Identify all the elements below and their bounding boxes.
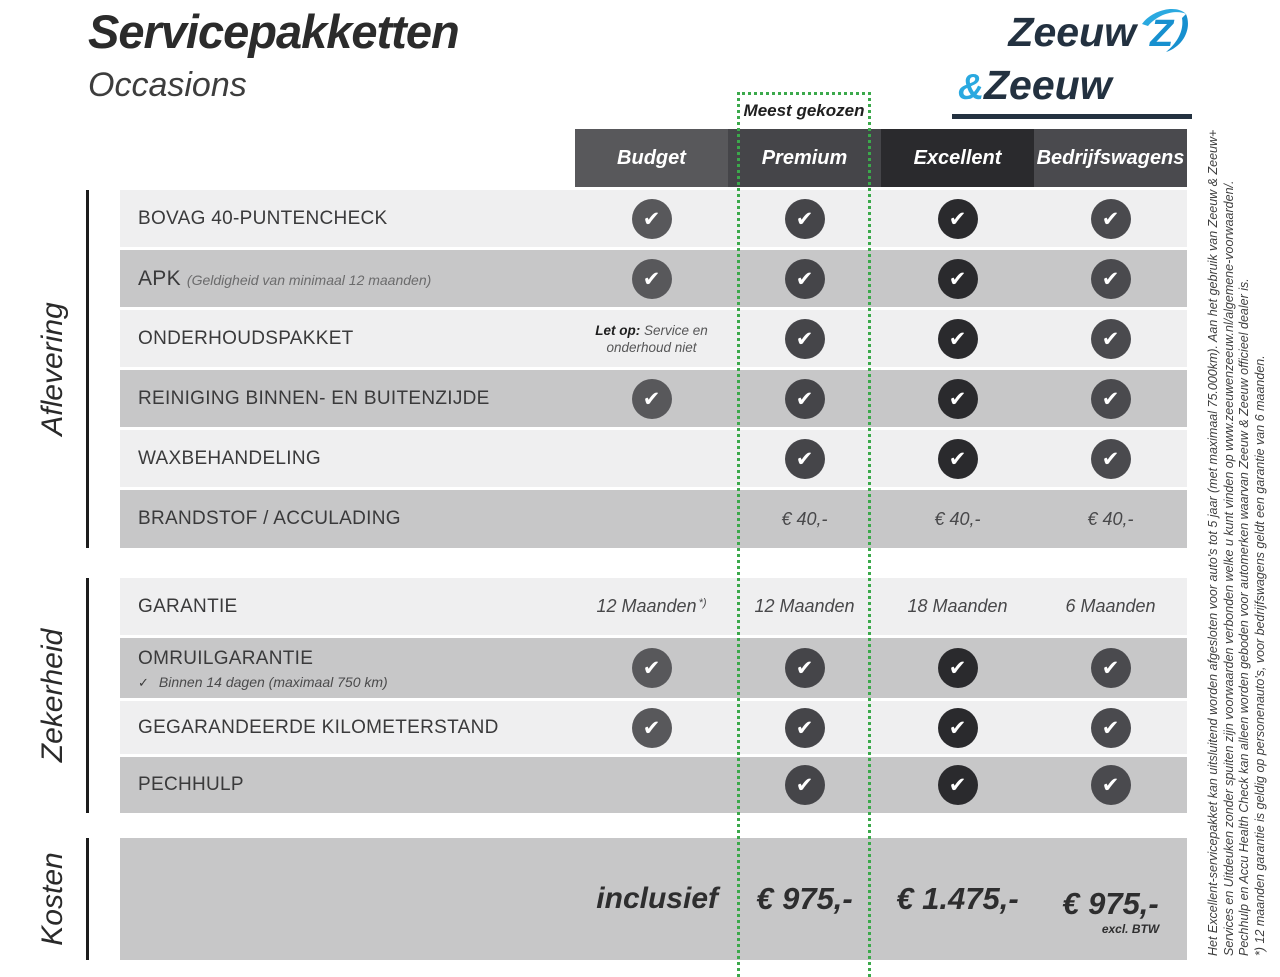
row-label: GARANTIE (138, 595, 238, 617)
table-cell: 12 Maanden (754, 596, 855, 616)
row-label: REINIGING BINNEN- EN BUITENZIJDE (138, 387, 490, 409)
table-row-waxbehandeling (120, 430, 1187, 487)
table-cell: € 40,- (1087, 508, 1134, 529)
table-cell (1034, 310, 1187, 367)
check-icon: ✔ (1091, 199, 1131, 239)
table-cell (881, 310, 1034, 367)
footnote-line: Het Excellent-servicepakket kan uitsluitend worden afgesloten voor auto's tot 5 jaar (met maximaal 75.000km). Aan het gebruik van Zeeuw & Zeeuw+ (1206, 129, 1220, 956)
table-cell (728, 190, 881, 247)
cost-bedrijfswagens: € 975,- (1062, 886, 1159, 921)
row-label: BRANDSTOF / ACCULADING (138, 508, 401, 529)
section-divider-zekerheid (86, 578, 89, 813)
row-label-detail: (Geldigheid van minimaal 12 maanden) (186, 271, 432, 288)
swoosh-z-icon (1138, 6, 1190, 63)
table-cell (728, 638, 881, 698)
table-cell (1034, 638, 1187, 698)
column-header-bedrijfswagens: Bedrijfswagens (1034, 129, 1187, 187)
section-label-kosten: Kosten (36, 852, 69, 946)
check-icon: ✔ (938, 439, 978, 479)
table-cell (728, 430, 881, 487)
row-sub-note: ✓ Binnen 14 dagen (maximaal 750 km) (138, 674, 388, 690)
table-cell: 6 Maanden (1065, 596, 1156, 616)
check-icon: ✔ (1091, 439, 1131, 479)
row-label: OMRUILGARANTIE (138, 648, 314, 669)
table-cell (1034, 190, 1187, 247)
check-icon: ✔ (785, 319, 825, 359)
page-title: Servicepakketten (88, 5, 459, 58)
column-header-excellent: Excellent (881, 129, 1034, 187)
section-label-aflevering: Aflevering (36, 302, 69, 436)
check-icon: ✔ (785, 259, 825, 299)
footnote-line: *) 12 maanden garantie is geldig op personenauto's, voor bedrijfswagens geldt een garantie van 6 maanden. (1252, 355, 1267, 956)
table-cell: € 40,- (781, 508, 828, 529)
check-icon: ✔ (785, 765, 825, 805)
check-icon: ✔ (632, 708, 672, 748)
column-header-premium: Premium (728, 129, 881, 187)
table-cell (1034, 430, 1187, 487)
check-icon: ✔ (1091, 259, 1131, 299)
table-cell (881, 638, 1034, 698)
table-row-pechhulp (120, 757, 1187, 813)
table-cell (728, 370, 881, 427)
check-icon: ✔ (1091, 648, 1131, 688)
footnotes (1206, 128, 1268, 956)
budget-note: Let op: Service en onderhoud niet (595, 322, 708, 355)
section-divider-aflevering (86, 190, 89, 548)
zeeuw-en-zeeuw-logo (952, 6, 1192, 119)
table-cell (881, 757, 1034, 813)
table-cell (575, 701, 728, 754)
cost-excellent: € 1.475,- (896, 881, 1019, 916)
check-icon: ✔ (632, 199, 672, 239)
row-label: APK (Geldigheid van minimaal 12 maanden) (138, 266, 432, 290)
table-cell (881, 370, 1034, 427)
check-icon: ✔ (1091, 319, 1131, 359)
check-icon: ✔ (785, 199, 825, 239)
cost-inclusief: inclusief (596, 882, 718, 915)
row-label: PECHHULP (138, 774, 244, 795)
table-row-garantie (120, 578, 1187, 635)
table-cell (728, 250, 881, 307)
section-divider-kosten (86, 838, 89, 960)
check-icon: ✔ (632, 648, 672, 688)
table-row-kilometerstand (120, 701, 1187, 754)
costs-row (120, 838, 1187, 960)
check-icon: ✔ (1091, 708, 1131, 748)
table-cell (575, 250, 728, 307)
check-icon: ✔ (938, 648, 978, 688)
table-cell (728, 701, 881, 754)
check-icon: ✔ (785, 439, 825, 479)
section-label-zekerheid: Zekerheid (36, 628, 69, 763)
row-label: GEGARANDEERDE KILOMETERSTAND (138, 716, 499, 738)
check-icon: ✔ (1091, 379, 1131, 419)
table-cell (1034, 370, 1187, 427)
table-cell: € 40,- (934, 508, 981, 529)
check-icon: ✔ (938, 708, 978, 748)
check-icon: ✔ (1091, 765, 1131, 805)
page-subtitle: Occasions (88, 66, 247, 104)
table-cell (1034, 250, 1187, 307)
footnote-line: Pechhulp en Accu Health Check kan alleen worden geboden voor automerken waarvan Zeeuw & Zeeuw officieel dealer is. (1237, 278, 1251, 956)
table-cell (881, 250, 1034, 307)
table-row-apk (120, 250, 1187, 307)
table-cell (1034, 757, 1187, 813)
table-cell (575, 370, 728, 427)
logo-word-bottom: &Zeeuw (958, 62, 1112, 108)
table-row-onderhoudspakket (120, 310, 1187, 367)
table-cell (1034, 701, 1187, 754)
table-cell (575, 190, 728, 247)
check-icon: ✔ (632, 259, 672, 299)
check-icon: ✔ (632, 379, 672, 419)
row-label: WAXBEHANDELING (138, 447, 321, 469)
logo-underline (952, 114, 1192, 119)
footnote-line: Services en Uitdeuken zonder spuiten zijn voorwaarden verbonden welke u kunt vinden op www.zeeuwenzeeuw.nl/algemene-voorwaarden/. (1221, 180, 1236, 956)
check-icon: ✔ (938, 765, 978, 805)
table-cell (728, 310, 881, 367)
table-cell (881, 190, 1034, 247)
table-row-omruilgarantie (120, 638, 1187, 698)
table-cell (575, 638, 728, 698)
row-label: ONDERHOUDSPAKKET (138, 327, 354, 349)
table-cell (728, 757, 881, 813)
cost-excl-btw-note: excl. BTW (1101, 922, 1160, 936)
check-icon: ✔ (785, 708, 825, 748)
check-icon: ✔ (785, 648, 825, 688)
column-header-budget: Budget (575, 129, 728, 187)
check-icon: ✔ (938, 379, 978, 419)
cost-premium: € 975,- (756, 881, 853, 916)
table-cell: 18 Maanden (907, 596, 1008, 616)
table-cell (881, 430, 1034, 487)
check-icon: ✔ (938, 199, 978, 239)
table-cell: 12 Maanden *) (596, 596, 707, 616)
svg-text:Z: Z (1150, 13, 1174, 54)
table-cell (881, 701, 1034, 754)
logo-ampersand: & (958, 66, 984, 107)
logo-word-top: Zeeuw Z (952, 6, 1192, 63)
table-row-reiniging (120, 370, 1187, 427)
check-icon: ✔ (785, 379, 825, 419)
table-row-brandstof (120, 490, 1187, 548)
most-chosen-badge: Meest gekozen (743, 101, 865, 120)
check-icon: ✔ (938, 259, 978, 299)
check-icon: ✔ (938, 319, 978, 359)
table-row-bovag (120, 190, 1187, 247)
row-label: BOVAG 40-PUNTENCHECK (138, 207, 388, 229)
small-check-icon: ✓ (138, 675, 149, 690)
